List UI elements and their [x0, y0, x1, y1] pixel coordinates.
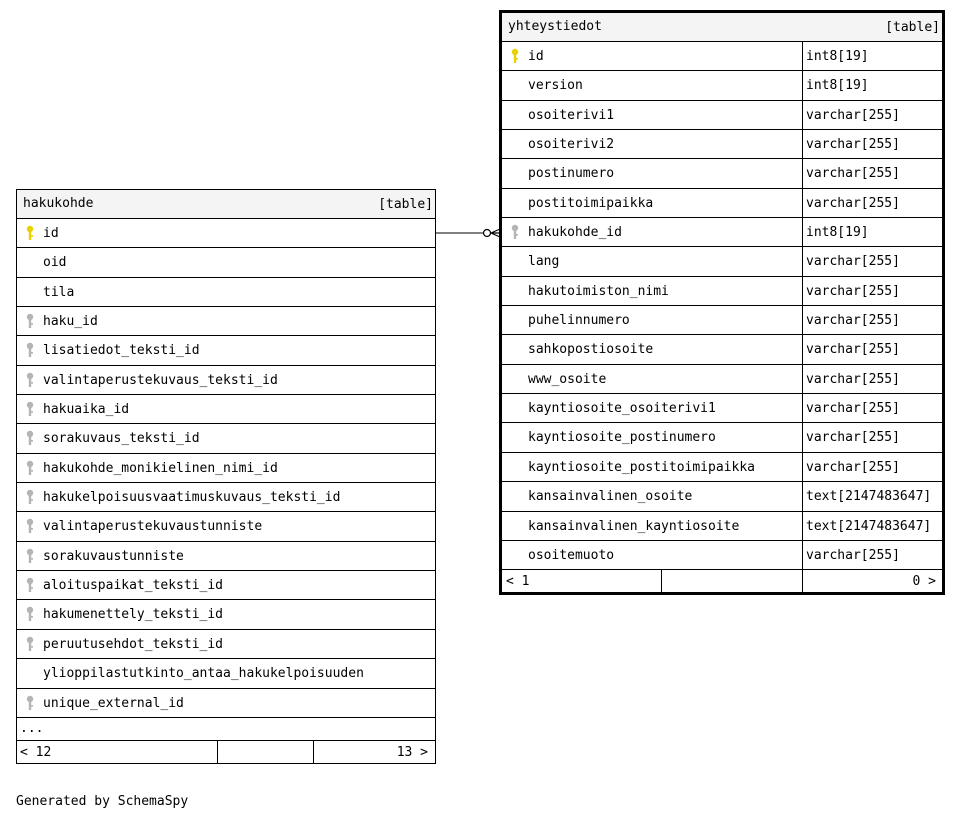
- column-type: varchar[255]: [802, 130, 942, 159]
- column-name: haku_id: [43, 314, 98, 330]
- foreign-key-icon: [24, 489, 36, 505]
- table-type-tag: [table]: [378, 197, 433, 212]
- column-name: hakumenettely_teksti_id: [43, 607, 224, 623]
- column-row-haku-id[interactable]: [17, 307, 435, 336]
- column-row-lisatiedot-teksti-id[interactable]: [17, 336, 435, 365]
- foreign-key-icon: [24, 695, 36, 711]
- column-name: hakukohde_monikielinen_nimi_id: [43, 460, 278, 476]
- column-row-puhelinnumero[interactable]: [502, 306, 942, 335]
- column-name: kansainvalinen_osoite: [528, 489, 693, 505]
- column-row-osoitemuoto[interactable]: [502, 541, 942, 570]
- generated-by-credit: Generated by SchemaSpy: [16, 794, 189, 809]
- table-yhteystiedot[interactable]: [499, 10, 945, 595]
- parent-count-cell[interactable]: [502, 570, 661, 592]
- column-name: postinumero: [528, 166, 615, 182]
- column-type: varchar[255]: [802, 306, 942, 335]
- column-row-id[interactable]: [502, 42, 942, 71]
- column-type: varchar[255]: [802, 101, 942, 130]
- column-name: ylioppilastutkinto_antaa_hakukelpoisuuden: [43, 666, 364, 682]
- foreign-key-icon: [24, 401, 36, 417]
- parent-count: < 12: [20, 744, 52, 760]
- child-count-cell[interactable]: [802, 570, 942, 592]
- child-count: 13 >: [396, 744, 428, 760]
- column-type: varchar[255]: [802, 423, 942, 452]
- foreign-key-icon: [24, 313, 36, 329]
- column-name: id: [528, 49, 544, 64]
- column-name: lisatiedot_teksti_id: [43, 343, 200, 359]
- column-row-sorakuvaustunniste[interactable]: [17, 542, 435, 571]
- column-type: varchar[255]: [802, 159, 942, 188]
- column-name: kansainvalinen_kayntiosoite: [528, 518, 740, 534]
- column-type: text[2147483647]: [802, 482, 942, 511]
- column-name: hakukelpoisuusvaatimuskuvaus_teksti_id: [43, 490, 341, 506]
- footer-spacer: [661, 570, 802, 592]
- foreign-key-icon: [24, 342, 36, 358]
- column-row-kayntiosoite-osoiterivi1[interactable]: [502, 394, 942, 423]
- column-name: kayntiosoite_osoiterivi1: [528, 401, 716, 417]
- column-name: www_osoite: [528, 371, 607, 387]
- table-footer: [17, 741, 435, 763]
- column-row-tila[interactable]: [17, 278, 435, 307]
- column-name: osoitemuoto: [528, 547, 615, 563]
- table-header: [17, 190, 435, 219]
- parent-count-cell[interactable]: [17, 741, 217, 763]
- column-row-hakutoimiston-nimi[interactable]: [502, 277, 942, 306]
- column-row-kansainvalinen-kayntiosoite[interactable]: [502, 512, 942, 541]
- column-name: lang: [528, 254, 560, 270]
- column-row-unique-external-id[interactable]: [17, 689, 435, 718]
- table-name[interactable]: yhteystiedot: [508, 19, 602, 34]
- foreign-key-icon: [24, 460, 36, 476]
- column-name: osoiterivi2: [528, 137, 615, 153]
- column-row-hakukelpoisuusvaatimuskuvaus-teksti-id[interactable]: [17, 483, 435, 512]
- column-type: varchar[255]: [802, 453, 942, 482]
- column-row-version[interactable]: [502, 71, 942, 100]
- column-name: sahkopostiosoite: [528, 342, 654, 358]
- column-list: [502, 42, 942, 570]
- column-name: version: [528, 78, 583, 94]
- foreign-key-icon: [509, 224, 521, 240]
- foreign-key-icon: [24, 636, 36, 652]
- footer-spacer: [217, 741, 313, 763]
- column-row-oid[interactable]: [17, 248, 435, 277]
- column-row-aloituspaikat-teksti-id[interactable]: [17, 571, 435, 600]
- relationship-optional-marker: [484, 230, 491, 237]
- column-row-hakukohde-id[interactable]: [502, 218, 942, 247]
- column-list: [17, 219, 435, 718]
- column-type: int8[19]: [802, 218, 942, 247]
- column-row-peruutusehdot-teksti-id[interactable]: [17, 630, 435, 659]
- column-name: hakutoimiston_nimi: [528, 283, 669, 299]
- column-row-id[interactable]: [17, 219, 435, 248]
- column-name: hakukohde_id: [528, 225, 622, 241]
- column-row-www-osoite[interactable]: [502, 365, 942, 394]
- column-row-osoiterivi2[interactable]: [502, 130, 942, 159]
- column-row-hakumenettely-teksti-id[interactable]: [17, 600, 435, 629]
- table-name[interactable]: hakukohde: [23, 196, 94, 211]
- column-row-lang[interactable]: [502, 247, 942, 276]
- column-name: valintaperustekuvaustunniste: [43, 519, 263, 535]
- column-name: id: [43, 226, 59, 241]
- table-header: [502, 13, 942, 42]
- column-row-osoiterivi1[interactable]: [502, 101, 942, 130]
- column-row-valintaperustekuvaustunniste[interactable]: [17, 512, 435, 541]
- column-row-hakuaika-id[interactable]: [17, 395, 435, 424]
- column-type: varchar[255]: [802, 335, 942, 364]
- table-footer: [502, 570, 942, 592]
- column-row-kansainvalinen-osoite[interactable]: [502, 482, 942, 511]
- foreign-key-icon: [24, 606, 36, 622]
- table-hakukohde[interactable]: [16, 189, 436, 764]
- column-row-postinumero[interactable]: [502, 159, 942, 188]
- column-row-sahkopostiosoite[interactable]: [502, 335, 942, 364]
- column-row-kayntiosoite-postitoimipaikka[interactable]: [502, 453, 942, 482]
- foreign-key-icon: [24, 577, 36, 593]
- primary-key-icon: [24, 225, 36, 241]
- column-name: kayntiosoite_postitoimipaikka: [528, 459, 755, 475]
- foreign-key-icon: [24, 518, 36, 534]
- column-type: int8[19]: [802, 71, 942, 100]
- child-count-cell[interactable]: [313, 741, 435, 763]
- foreign-key-icon: [24, 430, 36, 446]
- column-name: tila: [43, 284, 75, 300]
- column-name: hakuaika_id: [43, 402, 130, 418]
- column-name: aloituspaikat_teksti_id: [43, 578, 224, 594]
- column-row-sorakuvaus-teksti-id[interactable]: [17, 424, 435, 453]
- foreign-key-icon: [24, 548, 36, 564]
- column-type: varchar[255]: [802, 189, 942, 218]
- column-name: oid: [43, 255, 67, 271]
- child-count: 0 >: [912, 574, 936, 590]
- column-type: varchar[255]: [802, 277, 942, 306]
- column-name: puhelinnumero: [528, 313, 630, 329]
- column-name: valintaperustekuvaus_teksti_id: [43, 372, 278, 388]
- column-type: varchar[255]: [802, 394, 942, 423]
- column-type: text[2147483647]: [802, 512, 942, 541]
- parent-count: < 1: [506, 574, 530, 590]
- column-name: kayntiosoite_postinumero: [528, 430, 716, 446]
- column-name: unique_external_id: [43, 695, 184, 711]
- column-name: postitoimipaikka: [528, 195, 654, 211]
- column-row-ylioppilastutkinto-antaa-hakukelpoisuuden[interactable]: [17, 659, 435, 688]
- column-type: varchar[255]: [802, 541, 942, 570]
- foreign-key-icon: [24, 372, 36, 388]
- column-name: peruutusehdot_teksti_id: [43, 636, 224, 652]
- column-type: varchar[255]: [802, 247, 942, 276]
- table-type-tag: [table]: [885, 20, 940, 35]
- column-name: sorakuvaus_teksti_id: [43, 431, 200, 447]
- column-row-kayntiosoite-postinumero[interactable]: [502, 423, 942, 452]
- primary-key-icon: [509, 48, 521, 64]
- column-name: sorakuvaustunniste: [43, 548, 184, 564]
- more-columns-indicator: ...: [17, 718, 435, 741]
- column-name: osoiterivi1: [528, 107, 615, 123]
- column-row-valintaperustekuvaus-teksti-id[interactable]: [17, 366, 435, 395]
- column-type: varchar[255]: [802, 365, 942, 394]
- column-row-hakukohde-monikielinen-nimi-id[interactable]: [17, 454, 435, 483]
- column-row-postitoimipaikka[interactable]: [502, 189, 942, 218]
- column-type: int8[19]: [802, 42, 942, 71]
